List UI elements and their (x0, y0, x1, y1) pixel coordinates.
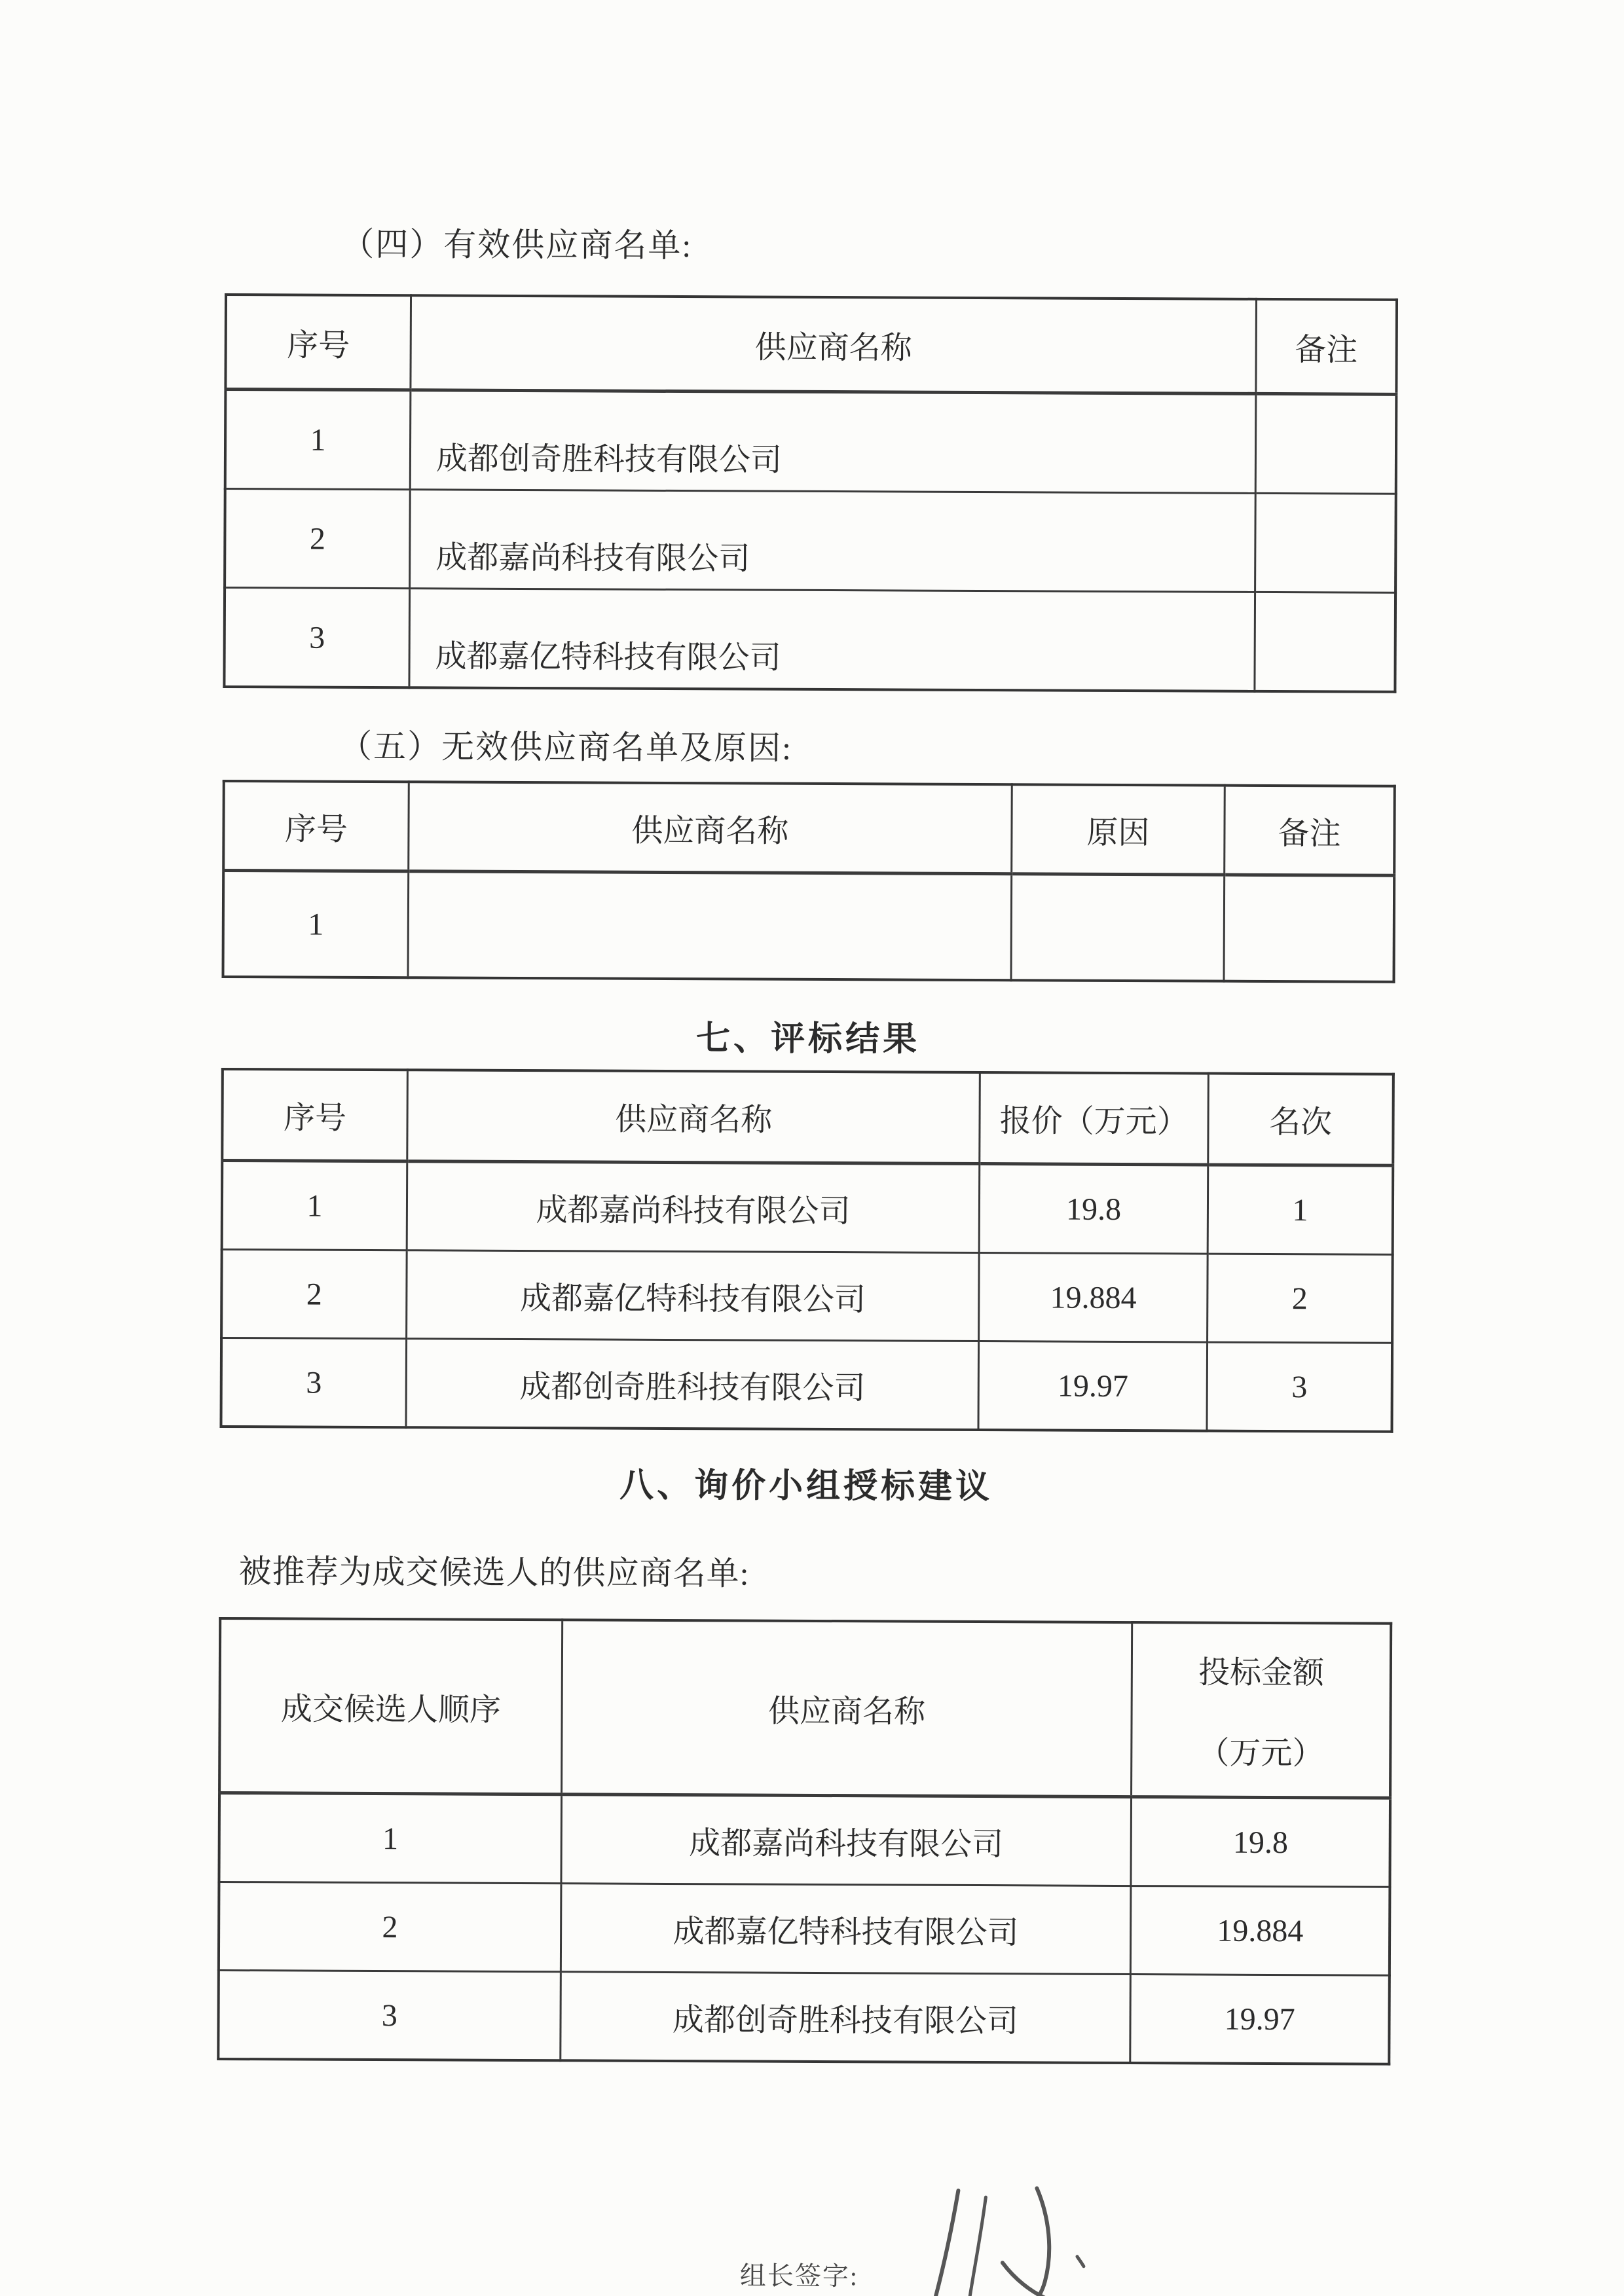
column-header-supplier: 供应商名称 (407, 1070, 980, 1163)
cell-no: 3 (221, 1338, 406, 1427)
valid-suppliers-table (223, 293, 1398, 693)
column-header-bid-amount (1132, 1622, 1391, 1798)
cell-candidate-order: 2 (219, 1882, 561, 1971)
cell-rank: 3 (1207, 1342, 1392, 1432)
table-header-row (225, 295, 1397, 394)
table-row (219, 1793, 1390, 1887)
table-header-row (219, 1618, 1391, 1798)
cell-no: 1 (222, 1160, 407, 1250)
cell-supplier-name: 成都嘉尚科技有限公司 (407, 1161, 980, 1253)
column-header-remark: 备注 (1225, 786, 1395, 876)
table-row (223, 870, 1394, 981)
cell-remark (1255, 493, 1396, 592)
cell-bid-amount: 19.8 (1131, 1797, 1390, 1887)
handwritten-signature (880, 2178, 1103, 2296)
table-header-row (222, 1069, 1393, 1165)
column-header-rank: 名次 (1208, 1074, 1393, 1166)
table-header-row (223, 781, 1395, 875)
column-header-supplier: 供应商名称 (411, 295, 1257, 393)
signature-label: 组长签字: (739, 2261, 859, 2291)
table-row (219, 1882, 1390, 1975)
cell-supplier-name: 成都创奇胜科技有限公司 (406, 1339, 979, 1430)
cell-rank: 2 (1208, 1254, 1393, 1343)
section-7-heading: 七、评标结果 (695, 1019, 921, 1059)
cell-supplier-name: 成都嘉亿特科技有限公司 (409, 589, 1255, 691)
cell-rank: 1 (1208, 1165, 1393, 1254)
column-header-no: 序号 (225, 295, 411, 390)
cell-candidate-order: 3 (218, 1970, 561, 2060)
cell-reason (1011, 874, 1225, 981)
bid-amount-label: 投标金额 (1198, 1655, 1325, 1691)
award-recommendation-table (217, 1617, 1392, 2066)
table-row (218, 1970, 1390, 2064)
table-row (221, 1338, 1392, 1431)
bid-amount-unit: （万元） (1198, 1736, 1324, 1772)
cell-price: 19.97 (978, 1341, 1207, 1431)
cell-no: 3 (224, 588, 409, 688)
cell-price: 19.884 (979, 1253, 1208, 1343)
cell-bid-amount: 19.884 (1131, 1886, 1390, 1976)
table-row (225, 489, 1396, 593)
column-header-no: 序号 (223, 781, 409, 871)
cell-supplier-name: 成都嘉尚科技有限公司 (410, 490, 1256, 592)
column-header-candidate-order: 成交候选人顺序 (219, 1618, 562, 1795)
cell-candidate-order: 1 (219, 1793, 561, 1883)
cell-remark (1255, 592, 1395, 691)
column-header-price: 报价（万元） (980, 1072, 1208, 1165)
cell-supplier-name: 成都嘉尚科技有限公司 (561, 1795, 1132, 1886)
cell-remark (1255, 393, 1396, 494)
evaluation-results-table (219, 1068, 1394, 1433)
section-4-heading: （四）有效供应商名单: (341, 225, 693, 264)
cell-no: 2 (221, 1249, 407, 1338)
column-header-no: 序号 (222, 1069, 407, 1161)
column-header-supplier: 供应商名称 (561, 1620, 1132, 1796)
cell-no: 1 (225, 390, 411, 490)
section-8-heading: 八、询价小组授标建议 (619, 1466, 993, 1506)
invalid-suppliers-table (221, 780, 1395, 983)
cell-supplier-name: 成都创奇胜科技有限公司 (560, 1972, 1130, 2063)
table-row (221, 1249, 1393, 1343)
cell-supplier-name: 成都嘉亿特科技有限公司 (407, 1250, 980, 1341)
cell-remark (1224, 875, 1394, 982)
column-header-reason: 原因 (1012, 784, 1225, 875)
cell-bid-amount: 19.97 (1130, 1975, 1390, 2064)
table-row (224, 588, 1395, 692)
table-row (225, 390, 1397, 494)
page-content (215, 0, 1399, 2296)
cell-supplier-name (408, 871, 1012, 981)
cell-no: 1 (223, 870, 408, 977)
table-row (222, 1160, 1393, 1254)
cell-no: 2 (225, 489, 410, 589)
signature-row (215, 2189, 1390, 2296)
column-header-remark: 备注 (1256, 299, 1397, 394)
cell-supplier-name: 成都创奇胜科技有限公司 (410, 390, 1256, 494)
cell-price: 19.8 (979, 1164, 1208, 1254)
section-5-heading: （五）无效供应商名单及原因: (339, 727, 793, 767)
cell-supplier-name: 成都嘉亿特科技有限公司 (561, 1884, 1131, 1975)
column-header-supplier: 供应商名称 (409, 782, 1012, 874)
recommended-list-intro: 被推荐为成交候选人的供应商名单: (238, 1553, 750, 1592)
